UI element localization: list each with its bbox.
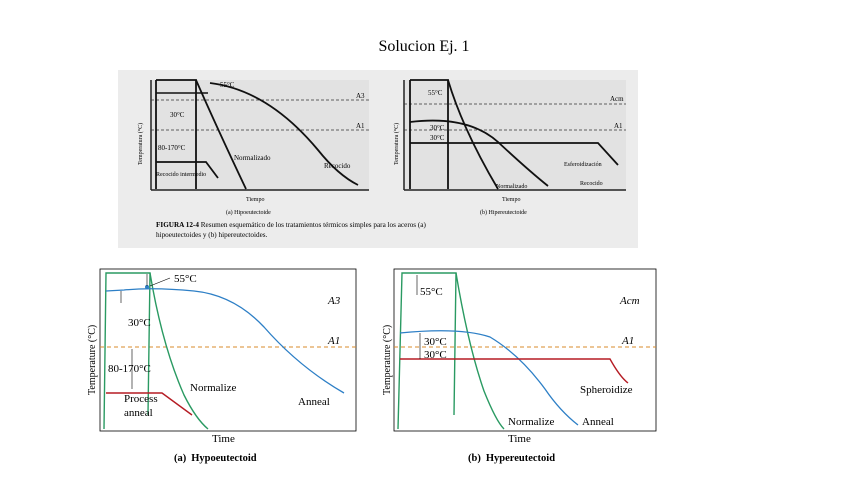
scan-right-upper-line: Acm	[610, 95, 624, 103]
fig-b-spheroidize-curve	[400, 359, 628, 383]
fig-a-upper-line-label: A3	[328, 295, 341, 307]
fig-a-normalize-label: Normalize	[190, 382, 237, 394]
scan-left-lower-line: A1	[356, 122, 365, 130]
figure-b-hypereutectoid	[380, 265, 660, 475]
scan-caption-bold: FIGURA 12-4	[156, 221, 199, 229]
scan-right-t55: 55°C	[428, 89, 443, 97]
fig-b-caption-prefix: (b)	[468, 453, 481, 464]
scan-left-upper-line: A3	[356, 92, 365, 100]
fig-a-x-axis: Time	[212, 433, 235, 445]
fig-a-caption-prefix: (a)	[174, 453, 187, 464]
fig-b-anneal-label: Anneal	[582, 416, 614, 428]
scan-right-lower-line: A1	[614, 122, 623, 130]
fig-b-normalize-curve	[456, 273, 504, 429]
fig-b-x-axis: Time	[508, 433, 531, 445]
scan-right-normal: Normalizado	[496, 184, 528, 190]
fig-b-label-30a: 30°C	[424, 336, 447, 348]
fig-b-label-30b: 30°C	[424, 349, 447, 361]
scan-right-y-axis: Temperatura (°C)	[394, 122, 400, 165]
scan-left-normal: Normalizado	[234, 154, 271, 162]
fig-a-label-55: 55°C	[174, 273, 197, 285]
scan-caption-line1: Resumen esquemático de los tratamientos térmicos simples para los aceros (a)	[198, 221, 426, 229]
scanned-figure	[118, 70, 638, 248]
fig-b-caption: Hypereutectoid	[485, 453, 556, 464]
scan-right-caption: (b) Hipereutectoide	[480, 210, 527, 216]
svg-text:FIGURA 12-4 Resumen esquemátic	[156, 221, 426, 229]
fig-b-normalize-label: Normalize	[508, 416, 555, 428]
scan-left-caption: (a) Hipoeutectoide	[226, 210, 271, 216]
scan-left-x-axis: Tiempo	[246, 197, 265, 203]
fig-a-caption: Hypoeutectoid	[191, 453, 257, 464]
scan-right-x-axis: Tiempo	[502, 197, 521, 203]
scan-left-process: Recocido intermedio	[156, 172, 207, 178]
fig-a-y-axis: Temperature (°C)	[87, 324, 98, 395]
slide-title: Solucion Ej. 1	[378, 38, 470, 55]
scan-right-spher: Esferoidización	[564, 162, 602, 168]
fig-b-label-55: 55°C	[420, 286, 443, 298]
fig-a-lower-line-label: A1	[328, 335, 341, 347]
figure-a-hypoeutectoid	[84, 265, 358, 475]
fig-a-label-80: 80-170°C	[108, 363, 151, 375]
svg-text:(b)Hypereutectoid	[468, 453, 555, 464]
scan-right-anneal: Recocido	[580, 181, 603, 187]
fig-b-spheroidize-label: Spheroidize	[580, 384, 633, 396]
fig-a-anneal-curve	[106, 289, 344, 393]
scan-left-y-axis: Temperatura (°C)	[138, 122, 144, 165]
scan-right-t30b: 30°C	[430, 134, 445, 142]
scan-caption-line2: hipoeutectoides y (b) hipereutectoides.	[156, 231, 268, 239]
scan-left-anneal: Recocido	[324, 162, 351, 170]
fig-b-lower-line-label: A1	[622, 335, 635, 347]
fig-a-process-label-2: anneal	[124, 407, 153, 419]
scan-left-t80: 80-170°C	[158, 144, 186, 152]
fig-a-label-30: 30°C	[128, 317, 151, 329]
fig-a-process-label-1: Process	[124, 393, 158, 405]
scan-left-t30: 30°C	[170, 111, 185, 119]
fig-a-green-box	[104, 273, 150, 429]
fig-a-anneal-label: Anneal	[298, 396, 330, 408]
fig-b-upper-line-label: Acm	[620, 295, 640, 307]
scan-left-t55: 55°C	[220, 81, 235, 89]
scan-right-t30a: 30°C	[430, 124, 445, 132]
svg-text:(a)Hypoeutectoid	[174, 453, 257, 464]
fig-b-y-axis: Temperature (°C)	[382, 324, 393, 395]
